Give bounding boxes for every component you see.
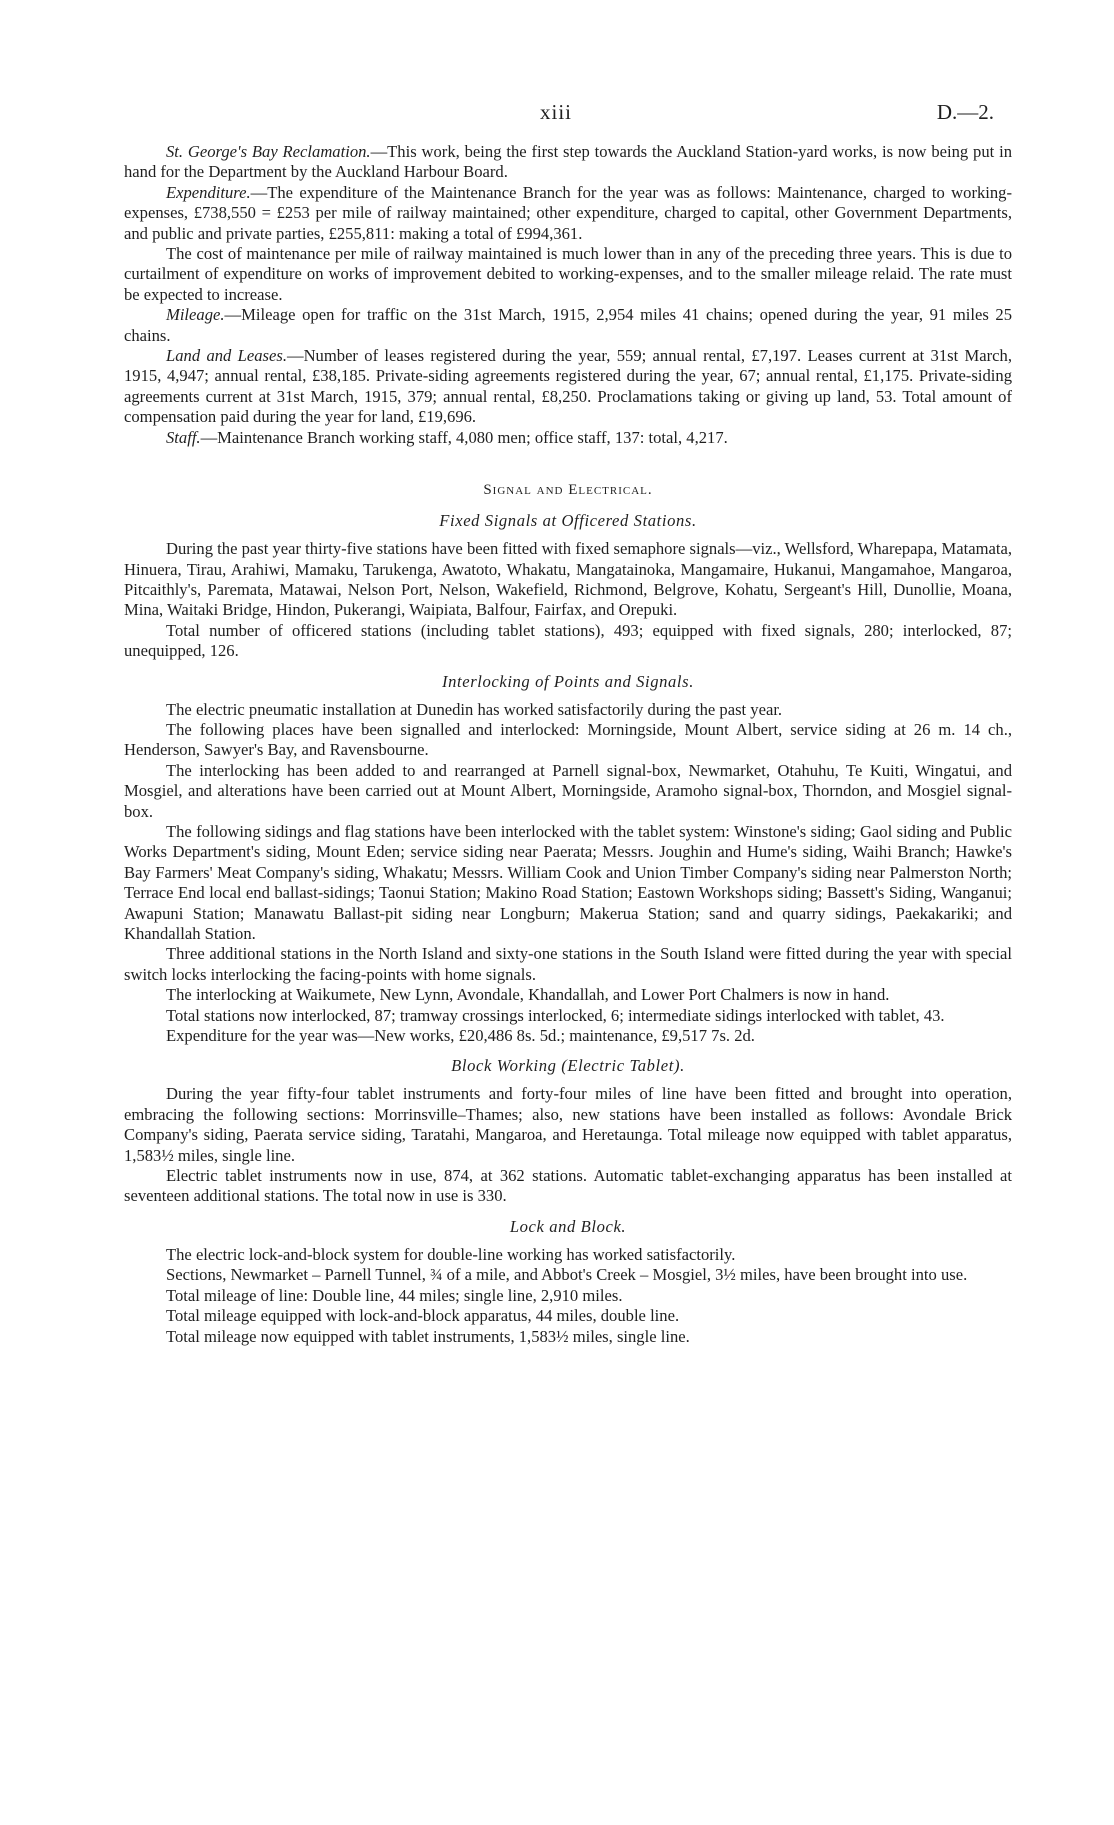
fixed-signals-section <box>124 511 1012 661</box>
paragraph-lead: Staff. <box>166 427 201 447</box>
paragraph <box>124 305 1012 346</box>
paragraph <box>124 346 1012 428</box>
paragraph: The following places have been signalled and interlocked: Morningside, Mount Albert, service siding at 26 m. 14 ch., Henderson, Sawyer's Bay, and Ravensbourne. <box>124 719 1012 760</box>
paragraph: Total mileage of line: Double line, 44 miles; single line, 2,910 miles. <box>166 1285 623 1305</box>
subsection-heading: Block Working (Electric Tablet). <box>451 1056 685 1076</box>
page-body <box>124 142 1012 1347</box>
paragraph: Electric tablet instruments now in use, 874, at 362 stations. Automatic tablet-exchanging apparatus has been installed at seventeen additional stations. The total now in use is 330. <box>124 1166 1012 1206</box>
paragraph <box>124 183 1012 244</box>
lock-and-block-section <box>124 1217 1012 1347</box>
page-header <box>0 100 1114 130</box>
paragraph: Expenditure for the year was—New works, £20,486 8s. 5d.; maintenance, £9,517 7s. 2d. <box>166 1026 755 1046</box>
paragraph: Three additional stations in the North Island and sixty-one stations in the South Island were fitted during the year with special switch locks interlocking the facing-points with home signals. <box>124 944 1012 984</box>
paragraph: Total mileage now equipped with tablet instruments, 1,583½ miles, single line. <box>166 1326 690 1346</box>
paragraph: Total mileage equipped with lock-and-block apparatus, 44 miles, double line. <box>166 1306 680 1326</box>
paragraph: During the past year thirty-five stations have been fitted with fixed semaphore signals—viz., Wellsford, Wharepapa, Matamata, Hinuera, Tirau, Arahiwi, Mamaku, Tarukenga, Awatoto, Whakatu, Mangatainoka, Mangamaire, Hukanui, Mangamahoe, Mangaroa, Pitcaithly's, Parematа, Matawai, Nelson Port, Nelson, Wakefield, Richmond, Belgrove, Kohatu, Sergeant's Hill, Dunollie, Moana, Mina, Waitaki Bridge, Hindon, Pukerangi, Waipiata, Balfour, Fairfax, and Orepuki. <box>124 539 1012 620</box>
paragraph <box>124 244 1012 305</box>
subsection-heading: Fixed Signals at Officered Stations. <box>439 511 697 531</box>
paragraph: The electric lock-and-block system for double-line working has worked satisfactorily. <box>166 1244 736 1264</box>
paragraph: During the year fifty-four tablet instruments and forty-four miles of line have been fitted and brought into operation, embracing the following sections: Morrinsville–Thames; also, new stations have been installed as follows: Avondale Brick Company's siding, Paerata service siding, Taratahi, Mangaroa, and Heretaunga. Total mileage now equipped with tablet apparatus, 1,583½ miles, single line. <box>124 1084 1012 1165</box>
paragraph-lead: Land and Leases. <box>166 346 287 366</box>
paragraph: Total stations now interlocked, 87; tramway crossings interlocked, 6; intermediate sidings interlocked with tablet, 43. <box>166 1005 945 1025</box>
interlocking-section <box>124 672 1012 1047</box>
paragraph-text: —Maintenance Branch working staff, 4,080 men; office staff, 137: total, 4,217. <box>200 427 728 447</box>
paragraph: The interlocking at Waikumete, New Lynn, Avondale, Khandallah, and Lower Port Chalmers is now in hand. <box>166 985 890 1005</box>
paragraph <box>124 142 1012 183</box>
paragraph-text: —This work, being the first step towards the Auckland Station-yard works, is now being put in hand for the Department by the Auckland Harbour Board. <box>124 142 1012 182</box>
block-working-section <box>124 1056 1012 1206</box>
paragraph: The electric pneumatic installation at Dunedin has worked satisfactorily during the past year. <box>166 699 783 719</box>
paragraph-text: The cost of maintenance per mile of railway maintained is much lower than in any of the preceding three years. This is due to curtailment of expenditure on works of improvement debited to working-expenses, and to the smaller mileage relaid. The rate must be expected to increase. <box>124 244 1012 304</box>
section-heading: Signal and Electrical. <box>483 482 653 499</box>
paragraph: The interlocking has been added to and rearranged at Parnell signal-box, Newmarket, Otahuhu, Te Kuiti, Wingatui, and Mosgiel, and alterations have been carried out at Mount Albert, Morningside, Aramoho signal-box, Thorndon, and Mosgiel signal-box. <box>124 760 1012 821</box>
paragraph-lead: St. George's Bay Reclamation. <box>166 142 371 161</box>
paragraph-text: —Mileage open for traffic on the 31st March, 1915, 2,954 miles 41 chains; opened during the year, 91 miles 25 chains. <box>124 305 1012 345</box>
page-number: xiii <box>540 100 573 124</box>
paragraph-text: —Number of leases registered during the year, 559; annual rental, £7,197. Leases current at 31st March, 1915, 4,947; annual rental, £38,185. Private-siding agreements registered during the year, 67; annual rental, £1,175. Private-siding agreements current at 31st March, 1915, 379; annual rental, £8,250. Proclamations taking or giving up land, 53. Total amount of compensation paid during the year for land, £19,696. <box>124 346 1012 427</box>
paragraph: The following sidings and flag stations have been interlocked with the tablet system: Winstone's siding; Gaol siding and Public Works Department's siding, Mount Eden; service siding near Paerata; Messrs. Joughin and Hume's siding, Waihi Branch; Hawke's Bay Farmers' Meat Company's siding, Whakatu; Messrs. William Cook and Union Timber Company's siding near Palmerston North; Terrace End local end ballast-sidings; Taonui Station; Makino Road Station; Eastown Workshops siding; Bassett's Siding, Wanganui; Awapuni Station; Manawatu Ballast-pit siding near Longburn; Makerua Station; sand and quarry sidings, Paekakariki; and Khandallah Station. <box>124 821 1012 943</box>
paragraph-text: —The expenditure of the Maintenance Branch for the year was as follows: Maintenance, charged to working-expenses, £738,550 = £253 per mile of railway maintained; other expenditure, charged to capital, other Government Departments, and public and private parties, £255,811: making a total of £994,361. <box>124 182 1012 243</box>
document-reference: D.—2. <box>936 100 994 124</box>
subsection-heading: Lock and Block. <box>509 1216 627 1236</box>
paragraph-lead: Mileage. <box>166 305 225 325</box>
paragraph-lead: Expenditure. <box>166 182 251 202</box>
maintenance-section <box>124 142 1012 448</box>
paragraph: Sections, Newmarket – Parnell Tunnel, ¾ of a mile, and Abbot's Creek – Mosgiel, 3½ miles, have been brought into use. <box>166 1265 968 1285</box>
paragraph: Total number of officered stations (including tablet stations), 493; equipped with fixed signals, 280; interlocked, 87; unequipped, 126. <box>124 620 1012 661</box>
subsection-heading: Interlocking of Points and Signals. <box>442 671 694 691</box>
paragraph <box>124 428 1012 448</box>
